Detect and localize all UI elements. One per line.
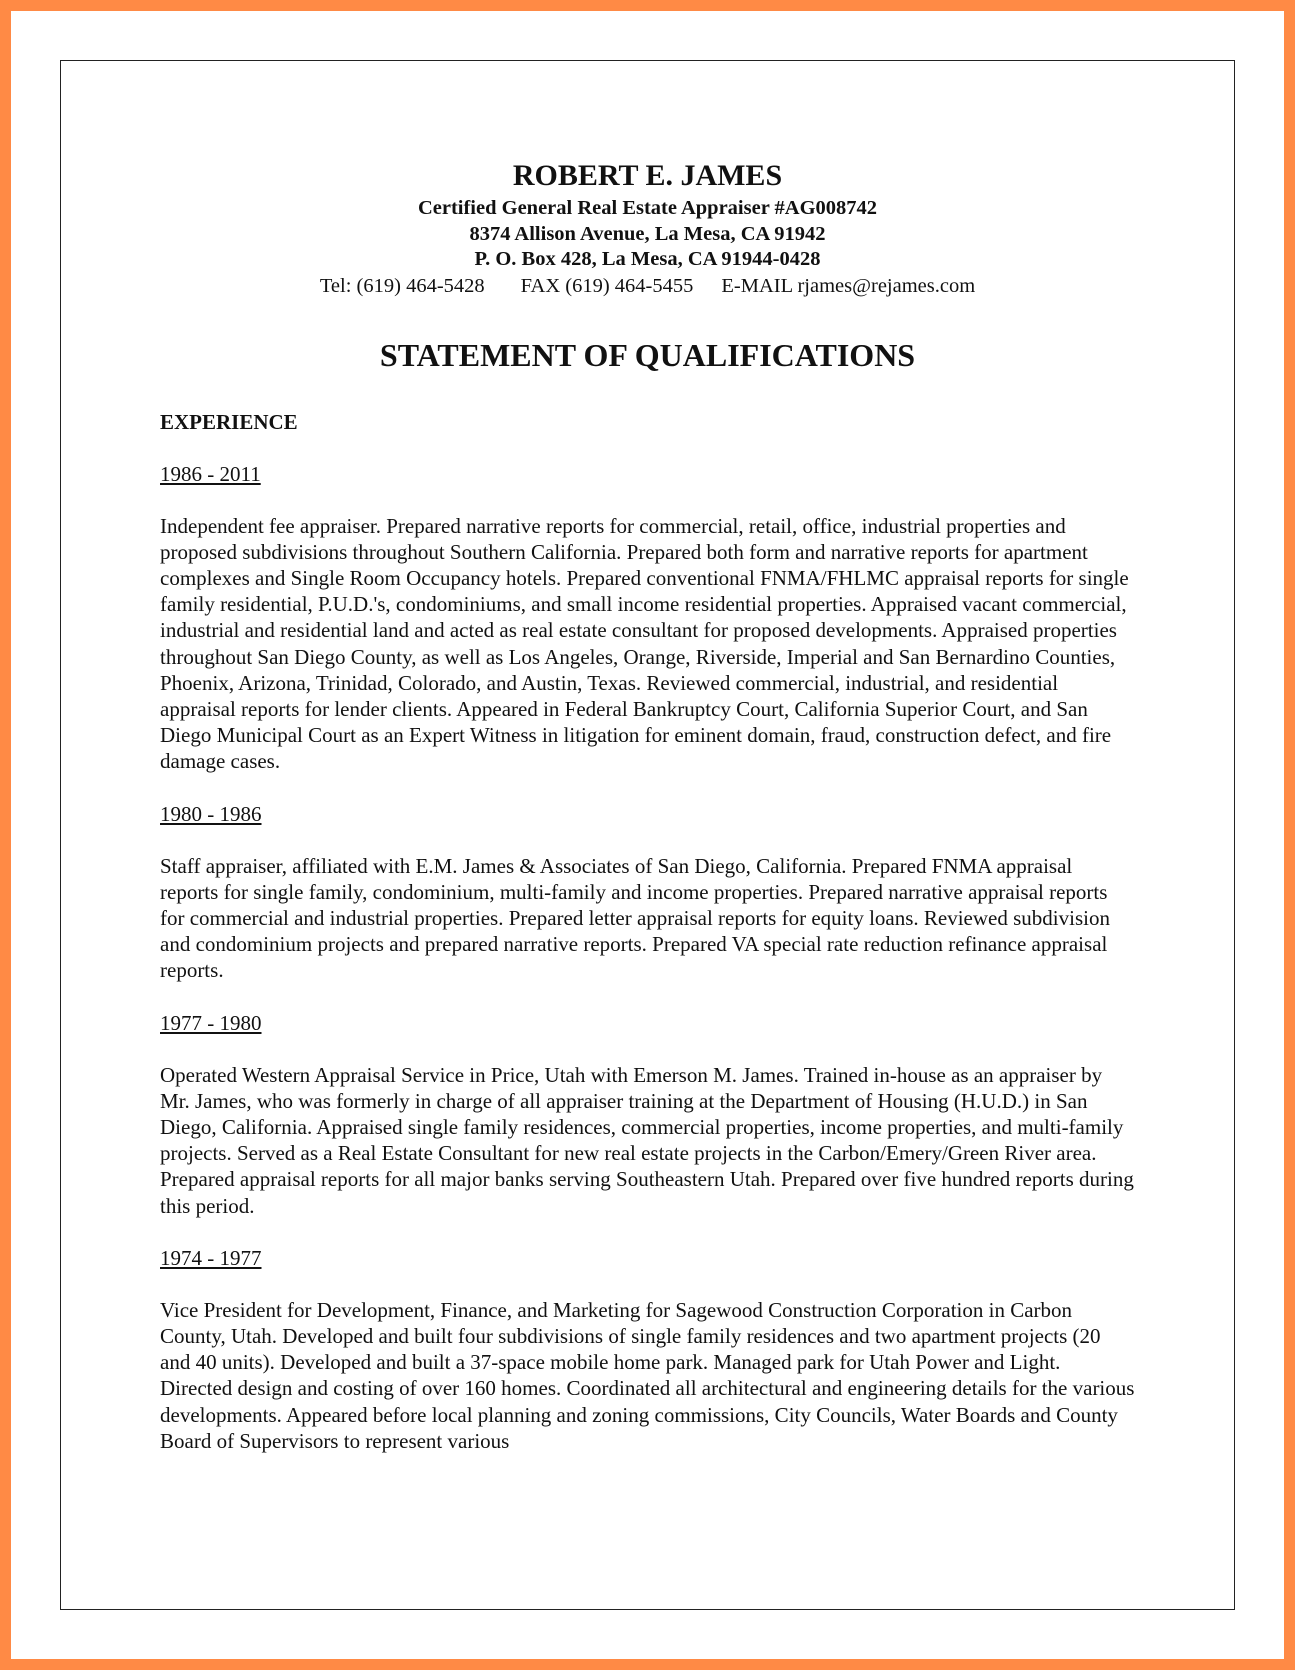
experience-period: 1974 - 1977 bbox=[160, 1245, 262, 1270]
letterhead bbox=[160, 156, 1135, 299]
experience-entry bbox=[160, 461, 1135, 775]
experience-description: Vice President for Development, Finance, and Marketing for Sagewood Construction Corporation in Carbon County, Utah. Developed and built four subdivisions of single family residences and two apartment projects (20 and 40 units). Developed and built a 37-space mobile home park. Managed park for Utah Power and Light. Directed design and costing of over 160 homes. Coordinated all architectural and engineering details for the various developments. Appeared before local planning and zoning commissions, City Councils, Water Boards and County Board of Supervisors to represent various bbox=[160, 1297, 1135, 1453]
applicant-name: ROBERT E. JAMES bbox=[512, 159, 783, 192]
experience-entry bbox=[160, 1010, 1135, 1219]
fax-number: FAX (619) 464-5455 bbox=[520, 274, 694, 297]
contact-line bbox=[160, 273, 1135, 299]
experience-description: Operated Western Appraisal Service in Price, Utah with Emerson M. James. Trained in-house as an appraiser by Mr. James, who was formerly in charge of all appraiser training at the Department of Housing (H.U.D.) in San Diego, California. Appraised single family residences, commercial properties, income properties, and multi-family projects. Served as a Real Estate Consultant for new real estate projects in the Carbon/Emery/Green River area. Prepared appraisal reports for all major banks serving Southeastern Utah. Prepared over five hundred reports during this period. bbox=[160, 1062, 1134, 1218]
experience-description: Staff appraiser, affiliated with E.M. James & Associates of San Diego, California. Prepared FNMA appraisal reports for single family, condominium, multi-family and income properties. Prepared narrative appraisal reports for commercial and industrial properties. Prepared letter appraisal reports for equity loans. Reviewed subdivision and condominium projects and prepared narrative reports. Prepared VA special rate reduction refinance appraisal reports. bbox=[160, 853, 1110, 983]
address-line: 8374 Allison Avenue, La Mesa, CA 91942 bbox=[469, 222, 826, 245]
experience-entry bbox=[160, 1245, 1135, 1454]
experience-period: 1977 - 1980 bbox=[160, 1010, 262, 1035]
resume-page bbox=[160, 156, 1135, 1454]
document-title: STATEMENT OF QUALIFICATIONS bbox=[379, 336, 916, 373]
section-heading-experience: EXPERIENCE bbox=[160, 409, 298, 434]
phone-number: Tel: (619) 464-5428 bbox=[319, 274, 485, 297]
po-box-line: P. O. Box 428, La Mesa, CA 91944-0428 bbox=[474, 248, 821, 270]
experience-entry bbox=[160, 801, 1135, 984]
experience-period: 1986 - 2011 bbox=[160, 461, 261, 486]
experience-description: Independent fee appraiser. Prepared narrative reports for commercial, retail, office, industrial properties and proposed subdivisions throughout Southern California. Prepared both form and narrative reports for apartment complexes and Single Room Occupancy hotels. Prepared conventional FNMA/FHLMC appraisal reports for single family residential, P.U.D.'s, condominiums, and small income residential properties. Appraised vacant commercial, industrial and residential land and acted as real estate consultant for proposed developments. Appraised properties throughout San Diego County, as well as Los Angeles, Orange, Riverside, Imperial and San Bernardino Counties, Phoenix, Arizona, Trinidad, Colorado, and Austin, Texas. Reviewed commercial, industrial, and residential appraisal reports for lender clients. Appeared in Federal Bankruptcy Court, California Superior Court, and San Diego Municipal Court as an Expert Witness in litigation for eminent domain, fraud, construction defect, and fire damage cases. bbox=[160, 513, 1129, 774]
credential-line: Certified General Real Estate Appraiser #AG008742 bbox=[417, 197, 878, 219]
experience-period: 1980 - 1986 bbox=[160, 801, 262, 826]
email-address: E-MAIL rjames@rejames.com bbox=[721, 274, 976, 297]
